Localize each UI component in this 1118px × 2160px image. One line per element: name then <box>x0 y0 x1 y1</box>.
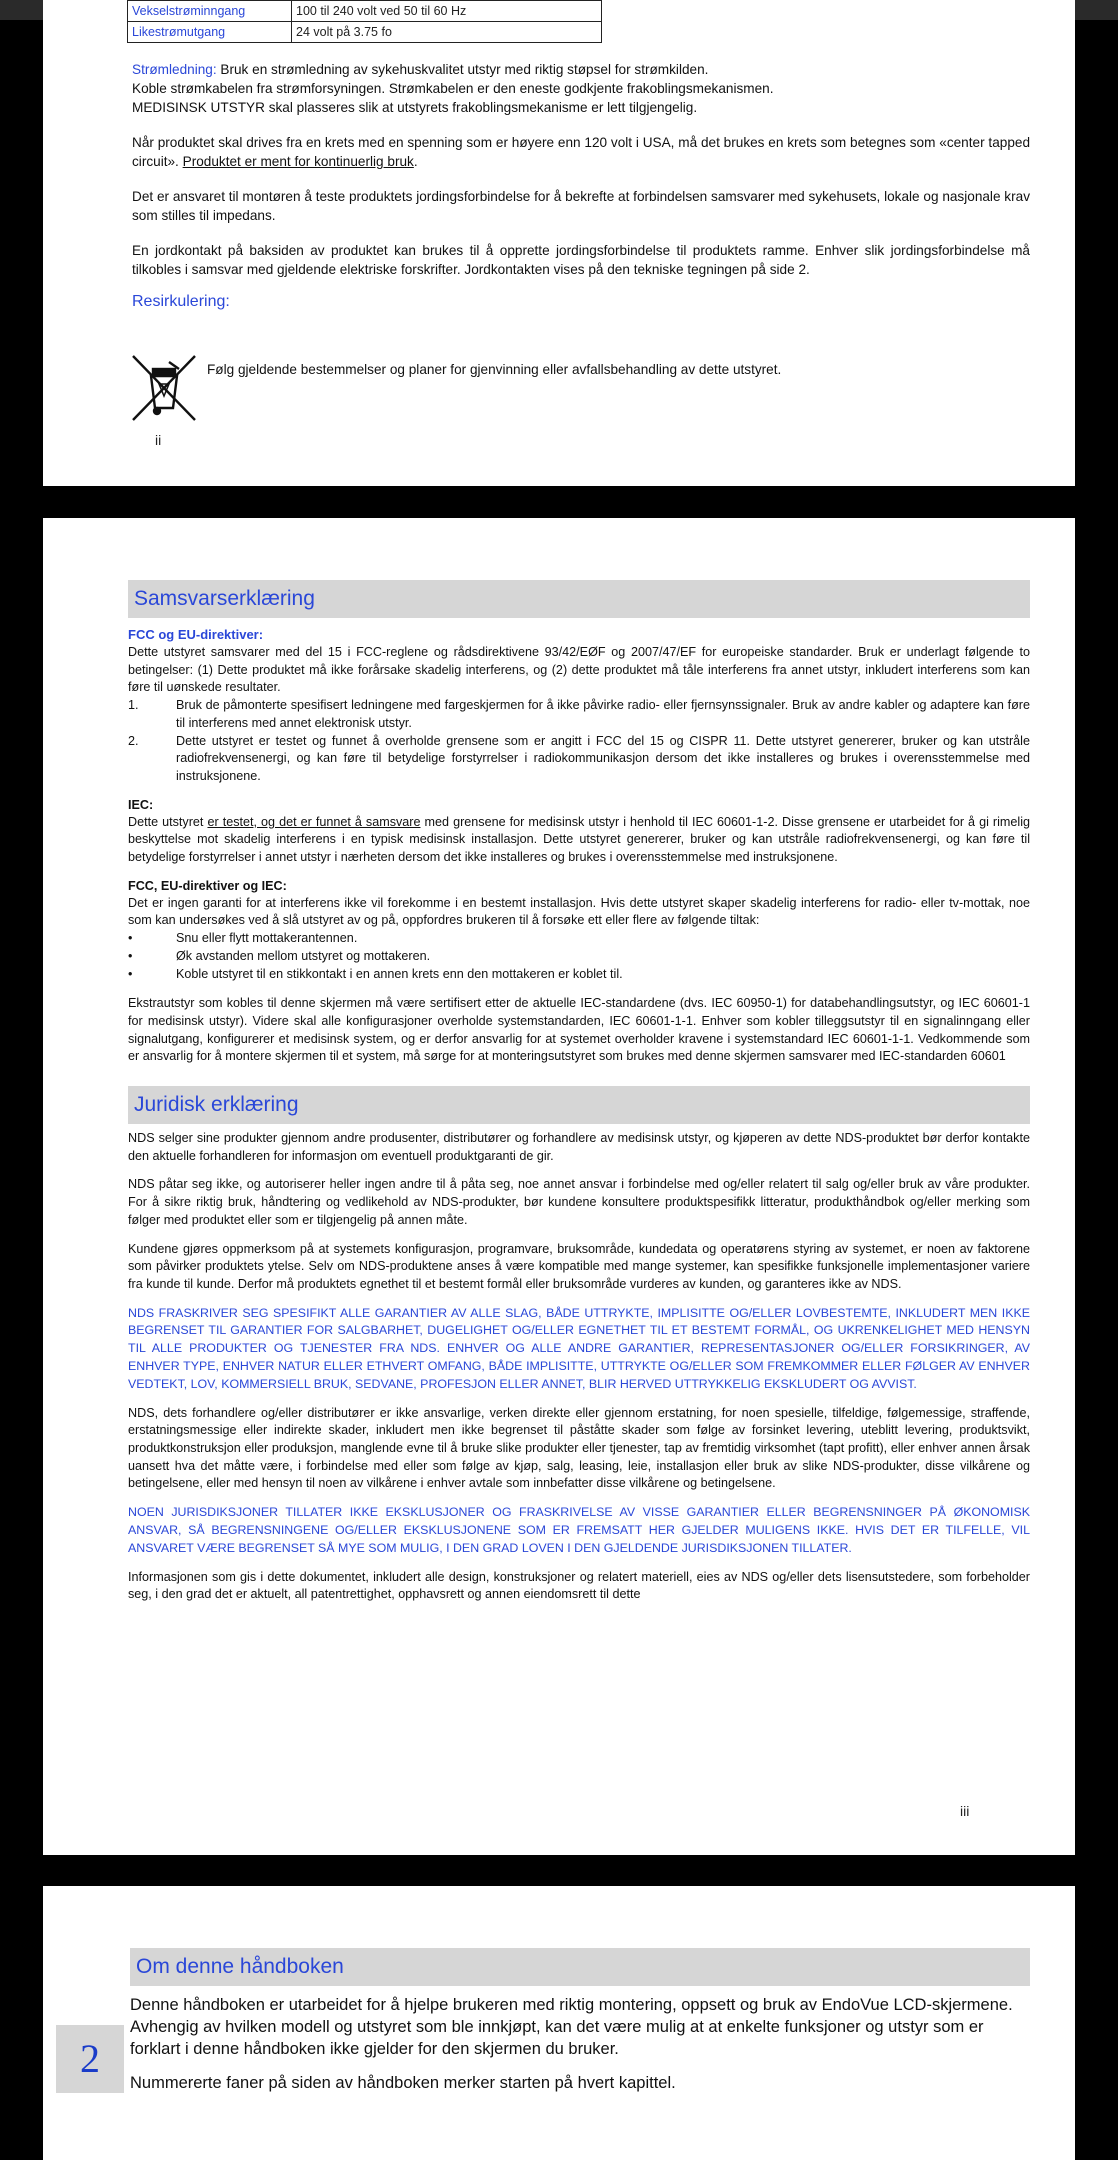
iec-start: Dette utstyret <box>128 814 208 829</box>
legal-heading: Juridisk erklæring <box>128 1086 1030 1124</box>
list-item <box>128 733 1030 786</box>
item-text: Bruk de påmonterte spesifisert ledningene med fargeskjermen for å ikke påvirke radio- eller fjernsynssignaler. Bruk av andre kabler og adaptere kan føre til interferens med annet elektronisk utstyr. <box>176 698 1030 730</box>
installer-paragraph: Det er ansvaret til montøren å teste produktets jordingsforbindelse for å bekrefte at forbindelsen samsvarer med sykehusets, lokale og nasjonale krav som stilles til impedans. <box>132 189 1030 223</box>
document-page-ii <box>43 0 1075 486</box>
iec-rest: med grensene for medisinsk utstyr i henhold til IEC 60601-1-2. Disse grensene er utarbeidet for å gi rimelig beskyttelse mot skadelig interferens i en typisk medisinsk installasjon. Dette utstyret genererer, bruker og kan utstråle radiofrekvensenergi, og kan føre til betydelige forstyrrelser i annet utstyr i nærheten dersom det ikke installeres og brukes i overensstemmelse med instruksjonene. <box>128 814 1030 865</box>
crossed-bin-icon <box>129 352 199 424</box>
iec-heading: IEC: <box>128 797 154 812</box>
spec-row <box>128 22 602 43</box>
page-number: ii <box>155 432 162 448</box>
list-item <box>128 930 1030 948</box>
liability-paragraph: NDS, dets forhandlere og/eller distributører er ikke ansvarlige, verken direkte eller gjennom erstatning, for noen spesielle, tilfeldige, følgemessige, straffende, erstatningsmessige eller indirekte skader, inkludert men ikke begrenset til påståtte skader som følge av forsinket levering, uteblitt levering, produktsvikt, produktkonstruksjon eller produksjon, manglende evne til å bruke slike produkter eller tjenester, tap av fremtidig virksomhet (tapt profitt), eller enhver annen årsak uansett hva det måtte være, i forbindelse med eller som følge av kjøp, salg, leasing, leie, installasjon eller bruk av slike NDS-produkter, disse vilkårene og betingelsene, eller med hensyn til noen av vilkårene i enhver avtale som innbefatter disse vilkårene og betingelsene. <box>128 1405 1030 1491</box>
recycling-text: Følg gjeldende bestemmelser og planer for gjenvinning eller avfallsbehandling av dette utstyret. <box>207 362 782 377</box>
item-text: Snu eller flytt mottakerantennen. <box>176 931 358 946</box>
fcc-eu-iec-paragraph: Det er ingen garanti for at interferens ikke vil forekomme i en bestemt installasjon. Hvis dette utstyret skaper skadelig interferens for radio- eller tv-mottak, noe som kan undersøkes ved å slå utstyret av og på, oppfordres brukeren til å forsøke ett eller flere av følgende tiltak: <box>128 895 1030 928</box>
legal-paragraph: NDS påtar seg ikke, og autoriserer heller ingen andre til å påta seg, noe annet ansvar i forbindelse med og/eller relatert til salg og/eller bruk av våre produkter. For å sikre riktig bruk, håndtering og vedlikehold av NDS-produkter, bør kundene konsultere produktspesifikk litteratur, produkthåndbok og/eller merking som følger med produktet eller som er tilgjengelig på annen måte. <box>128 1177 1030 1227</box>
spec-label: Likestrømutgang <box>128 22 292 43</box>
usa-text: Når produktet skal drives fra en krets med en spenning som er høyere enn 120 volt i USA, må det brukes en krets som betegnes som «center tapped circuit». <box>132 135 1030 169</box>
about-paragraph: Denne håndboken er utarbeidet for å hjelpe brukeren med riktig montering, oppsett og bruk av EndoVue LCD-skjermene. Avhengig av hvilken modell og utstyret som ble innkjøpt, kan det være mulig at at enkelte funksjoner og utstyr som er forklart i denne håndboken ikke gjelder for den skjermen du bruker. <box>130 1996 1013 2058</box>
bullet: • <box>128 948 133 963</box>
warranty-disclaimer: NDS FRASKRIVER SEG SPESIFIKT ALLE GARANTIER AV ALLE SLAG, BÅDE UTTRYKTE, IMPLISITTE OG/ELLER LOVBESTEMTE, INKLUDERT MEN IKKE BEGRENSET TIL GARANTIER FOR SALGBARHET, DUGELIGHET OG/ELLER EGNETHET TIL ET BESTEMT FORMÅL, OG UKRENKELIGHET MED HENSYN TIL ALLE PRODUKTER OG TJENESTER FRA NDS. ENHVER OG ALLE ANDRE GARANTIER, REPRESENTASJONER OG/ELLER FORSIKRINGER, AV ENHVER TYPE, ENHVER NATUR ELLER ETHVERT OMFANG, BÅDE IMPLISITTE, UTTRYKTE OG/ELLER SOM FREMKOMMER ELLER FØLGER AV ENHVER VEDTEKT, LOV, KOMMERSIELL BRUK, SEDVANE, PROFESJON ELLER ANNET, BLIR HERVED UTTRYKKELIG EKSKLUDERT OG AVVIST. <box>128 1305 1030 1391</box>
page-number: iii <box>960 1803 970 1819</box>
fcc-eu-iec-heading: FCC, EU-direktiver og IEC: <box>128 878 287 893</box>
document-page-about <box>43 1886 1075 2160</box>
list-item <box>128 966 1030 984</box>
item-text: Dette utstyret er testet og funnet å overholde grensene som er angitt i FCC del 15 og CISPR 11. Dette utstyret genererer, bruker og kan utstråle radiofrekvensenergi, og kan føre til betydelige forstyrrelser i radiokommunikasjon dersom det ikke installeres og brukes i overensstemmelse med instruksjonene. <box>176 733 1030 783</box>
usa-paragraph <box>132 133 1030 171</box>
spec-value: 24 volt på 3.75 fo <box>292 22 602 43</box>
continuous-use-note: Produktet er ment for kontinuerlig bruk <box>182 154 414 169</box>
list-item <box>128 948 1030 966</box>
extra-equipment-paragraph: Ekstrautstyr som kobles til denne skjermen må være sertifisert etter de aktuelle IEC-standardene (dvs. IEC 60950-1) for databehandlingsutstyr, og IEC 60601-1 for medisinsk utstyr). Videre skal alle konfigurasjoner overholde systemstandarden, IEC 60601-1-1. Enhver som kobler tilleggsutstyr til en signalinngang eller signalutgang, konfigurerer et medisinsk system, og er derfor ansvarlig for at systemet overholder kravene i systemstandard IEC 60601-1-1. Vedkommende som er ansvarlig for å montere skjermen til et system, må sørge for at monteringsutstyret som brukes med denne skjermen samsvarer med IEC-standarden 60601 <box>128 996 1030 1064</box>
measures-list <box>128 930 1030 983</box>
item-number: 1. <box>128 698 139 713</box>
power-cord-text: Bruk en strømledning av sykehuskvalitet utstyr med riktig støpsel for strømkilden. <box>220 62 709 77</box>
power-spec-table <box>127 0 602 43</box>
item-text: Koble utstyret til en stikkontakt i en annen krets enn den mottakeren er koblet til. <box>176 966 623 981</box>
bullet: • <box>128 966 133 981</box>
ground-paragraph: En jordkontakt på baksiden av produktet kan brukes til å opprette jordingsforbindelse til produktets ramme. Enhver slik jordingsforbindelse må tilkobles i samsvar med gjeldende elektriske forskrifter. Jordkontakten vises på den tekniske tegningen på side 2. <box>132 243 1030 277</box>
iec-paragraph <box>128 814 1030 867</box>
legal-paragraph: NDS selger sine produkter gjennom andre produsenter, distributører og forhandlere av medisinsk utstyr, og kjøperen av dette NDS-produktet bør derfor kontakte den aktuelle forhandleren for informasjon om eventuell produktgaranti de gir. <box>128 1131 1030 1163</box>
power-cord-paragraph <box>132 60 1030 117</box>
power-cord-label: Strømledning: <box>132 62 217 77</box>
power-cord-line: MEDISINSK UTSTYR skal plasseres slik at utstyrets frakoblingsmekanisme er lett tilgjengelig. <box>132 100 698 115</box>
spec-row <box>128 1 602 22</box>
usa-end: . <box>413 154 418 169</box>
chapter-tab[interactable]: 2 <box>56 2025 124 2093</box>
legal-paragraph: Kundene gjøres oppmerksom på at systemets konfigurasjon, programvare, bruksområde, kundedata og operatørens styring av systemet, er noen av faktorene som påvirker produktets ytelse. Selv om NDS-produktene anses å være kompatible med mange systemer, kan spesifikke funksjonelle implementasjoner variere fra kunde til kunde. Derfor må produktets egnethet til et bestemt formål eller bruksområde vurderes av kunden, og garanteres ikke av NDS. <box>128 1241 1030 1291</box>
recycling-heading: Resirkulering: <box>132 293 230 310</box>
list-item <box>128 697 1030 732</box>
document-page-iii <box>43 518 1075 1855</box>
ownership-paragraph: Informasjonen som gis i dette dokumentet, inkludert alle design, konstruksjoner og relatert materiell, eies av NDS og/eller dets lisensutstedere, som forbeholder seg, i den grad det er aktuelt, all patentrettighet, opphavsrett og annen eiendomsrett til dette <box>128 1569 1030 1602</box>
fcc-intro: Dette utstyret samsvarer med del 15 i FCC-reglene og rådsdirektivene 93/42/EØF og 2007/47/EF for europeiske standarder. Bruk er underlagt følgende to betingelser: (1) Dette produktet må ikke forårsake skadelig interferens, og (2) dette produktet må tåle interferens fra annet utstyr, inkludert interferens som kan føre til uønskede resultater. <box>128 645 1030 695</box>
spec-value: 100 til 240 volt ved 50 til 60 Hz <box>292 1 602 22</box>
jurisdiction-disclaimer: NOEN JURISDIKSJONER TILLATER IKKE EKSKLUSJONER OG FRASKRIVELSE AV VISSE GARANTIER ELLER BEGRENSNINGER PÅ ØKONOMISK ANSVAR, SÅ BEGRENSNINGENE OG/ELLER EKSKLUSJONENE SOM ER FREMSATT HER GJELDER MULIGENS IKKE. HVIS DET ER TILFELLE, VIL ANSVARET VÆRE BEGRENSET SÅ MYE SOM MULIG, I DEN GRAD LOVEN I DEN GJELDENDE JURISDIKSJONEN TILLATER. <box>128 1505 1030 1555</box>
fcc-list <box>128 697 1030 786</box>
spec-label: Vekselstrøminngang <box>128 1 292 22</box>
conformity-heading: Samsvarserklæring <box>128 580 1030 618</box>
item-text: Øk avstanden mellom utstyret og mottakeren. <box>176 948 431 963</box>
about-heading: Om denne håndboken <box>130 1948 1030 1986</box>
item-number: 2. <box>128 733 139 748</box>
bullet: • <box>128 931 133 946</box>
iec-underlined: er testet, og det er funnet å samsvare <box>207 814 421 829</box>
power-cord-line: Koble strømkabelen fra strømforsyningen. Strømkabelen er den eneste godkjente frakoblingsmekanismen. <box>132 81 774 96</box>
about-paragraph: Nummererte faner på siden av håndboken merker starten på hvert kapittel. <box>130 2074 676 2092</box>
fcc-subheading: FCC og EU-direktiver: <box>128 627 264 642</box>
